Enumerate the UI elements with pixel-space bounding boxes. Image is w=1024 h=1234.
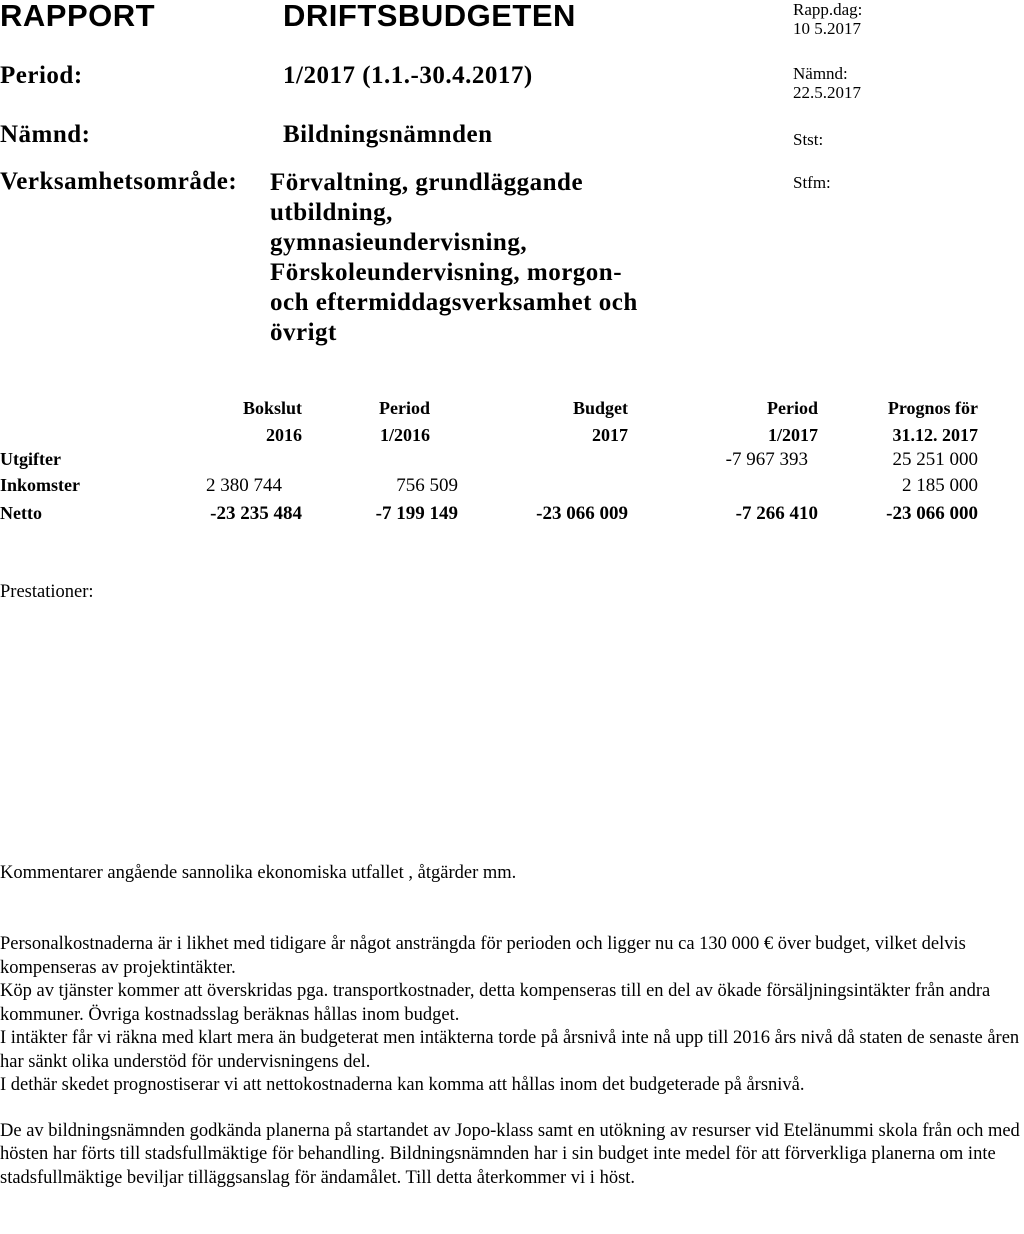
row-label: Utgifter (0, 449, 61, 469)
area-line: och eftermiddagsverksamhet och (270, 289, 638, 316)
prestationer-label: Prestationer: (0, 582, 94, 602)
report-title: DRIFTSBUDGETEN (283, 0, 576, 33)
board-date-value: 22.5.2017 (793, 83, 861, 102)
comments-heading: Kommentarer angående sannolika ekonomiska utfallet , åtgärder mm. (0, 863, 517, 883)
table-cell: -23 066 000 (886, 503, 978, 524)
comment-paragraph: I intäkter får vi räkna med klart mera än budgeterat men intäkterna torde på årsnivå inte nå upp till 2016 års nivå då staten de senaste åren har sänkt olika understöd för undervisningens del. (0, 1028, 1020, 1072)
table-cell: 2 380 744 (206, 475, 282, 496)
column-header-period-2017: Period 1/2017 (767, 398, 818, 445)
area-value (270, 168, 638, 348)
row-label: Netto (0, 503, 42, 523)
report-label: RAPPORT (0, 0, 156, 33)
report-day (793, 0, 862, 38)
report-day-label: Rapp.dag: (793, 0, 863, 19)
table-cell: 25 251 000 (892, 449, 978, 470)
area-label: Verksamhetsområde: (0, 168, 238, 195)
column-header-period-2016: Period 1/2016 (379, 398, 430, 445)
area-line: Förvaltning, grundläggande (270, 169, 584, 196)
column-header-bokslut-2016: Bokslut 2016 (242, 398, 302, 445)
table-cell: -7 199 149 (375, 503, 458, 524)
board-value: Bildningsnämnden (283, 121, 493, 148)
column-header-budget-2017: Budget 2017 (572, 398, 628, 445)
comment-paragraph: De av bildningsnämnden godkända planerna på startandet av Jopo-klass samt en utökning av resurser vid Etelänummi skola från och med hösten har förts till stadsfullmäktige för behandling. Bildningsnämnden har i sin budget inte medel för att förverkliga planerna om inte stadsfullmäktige beviljar tilläggsanslag för ändamålet. Till detta återkommer vi i höst. (0, 1120, 1020, 1188)
area-line: övrigt (270, 319, 337, 346)
period-value: 1/2017 (1.1.-30.4.2017) (283, 62, 533, 89)
comments-body (0, 933, 1020, 1190)
column-header-prognos-2017: Prognos för 31.12. 2017 (887, 398, 978, 445)
row-label: Inkomster (0, 475, 80, 495)
table-cell: -7 967 393 (725, 449, 808, 470)
board-date-label: Nämnd: (793, 64, 848, 83)
report-day-value: 10 5.2017 (793, 19, 861, 38)
stst-label: Stst: (793, 130, 824, 149)
table-cell: -23 235 484 (210, 503, 302, 524)
table-cell: 756 509 (396, 475, 458, 496)
table-cell: 2 185 000 (902, 475, 978, 496)
comment-paragraph: Personalkostnaderna är i likhet med tidigare år något ansträngda för perioden och ligger nu ca 130 000 € över budget, vilket delvis kompenseras av projektintäkter. (0, 934, 966, 978)
table-cell: -7 266 410 (735, 503, 818, 524)
board-date (793, 64, 861, 102)
stfm-label: Stfm: (793, 173, 831, 192)
comment-paragraph: Köp av tjänster kommer att överskridas pga. transportkostnader, detta kompenseras till en del av ökade försäljningsintäkter från andra kommuner. Övriga kostnadsslag beräknas hållas inom budget. (0, 981, 991, 1025)
area-line: utbildning, (270, 199, 393, 226)
board-label: Nämnd: (0, 121, 91, 148)
area-line: gymnasieundervisning, (270, 229, 528, 256)
table-cell: -23 066 009 (536, 503, 628, 524)
area-line: Förskoleundervisning, morgon- (270, 259, 623, 286)
period-label: Period: (0, 62, 83, 89)
comment-paragraph: I dethär skedet prognostiserar vi att nettokostnaderna kan komma att hållas inom det budgeterade på årsnivå. (0, 1075, 805, 1095)
